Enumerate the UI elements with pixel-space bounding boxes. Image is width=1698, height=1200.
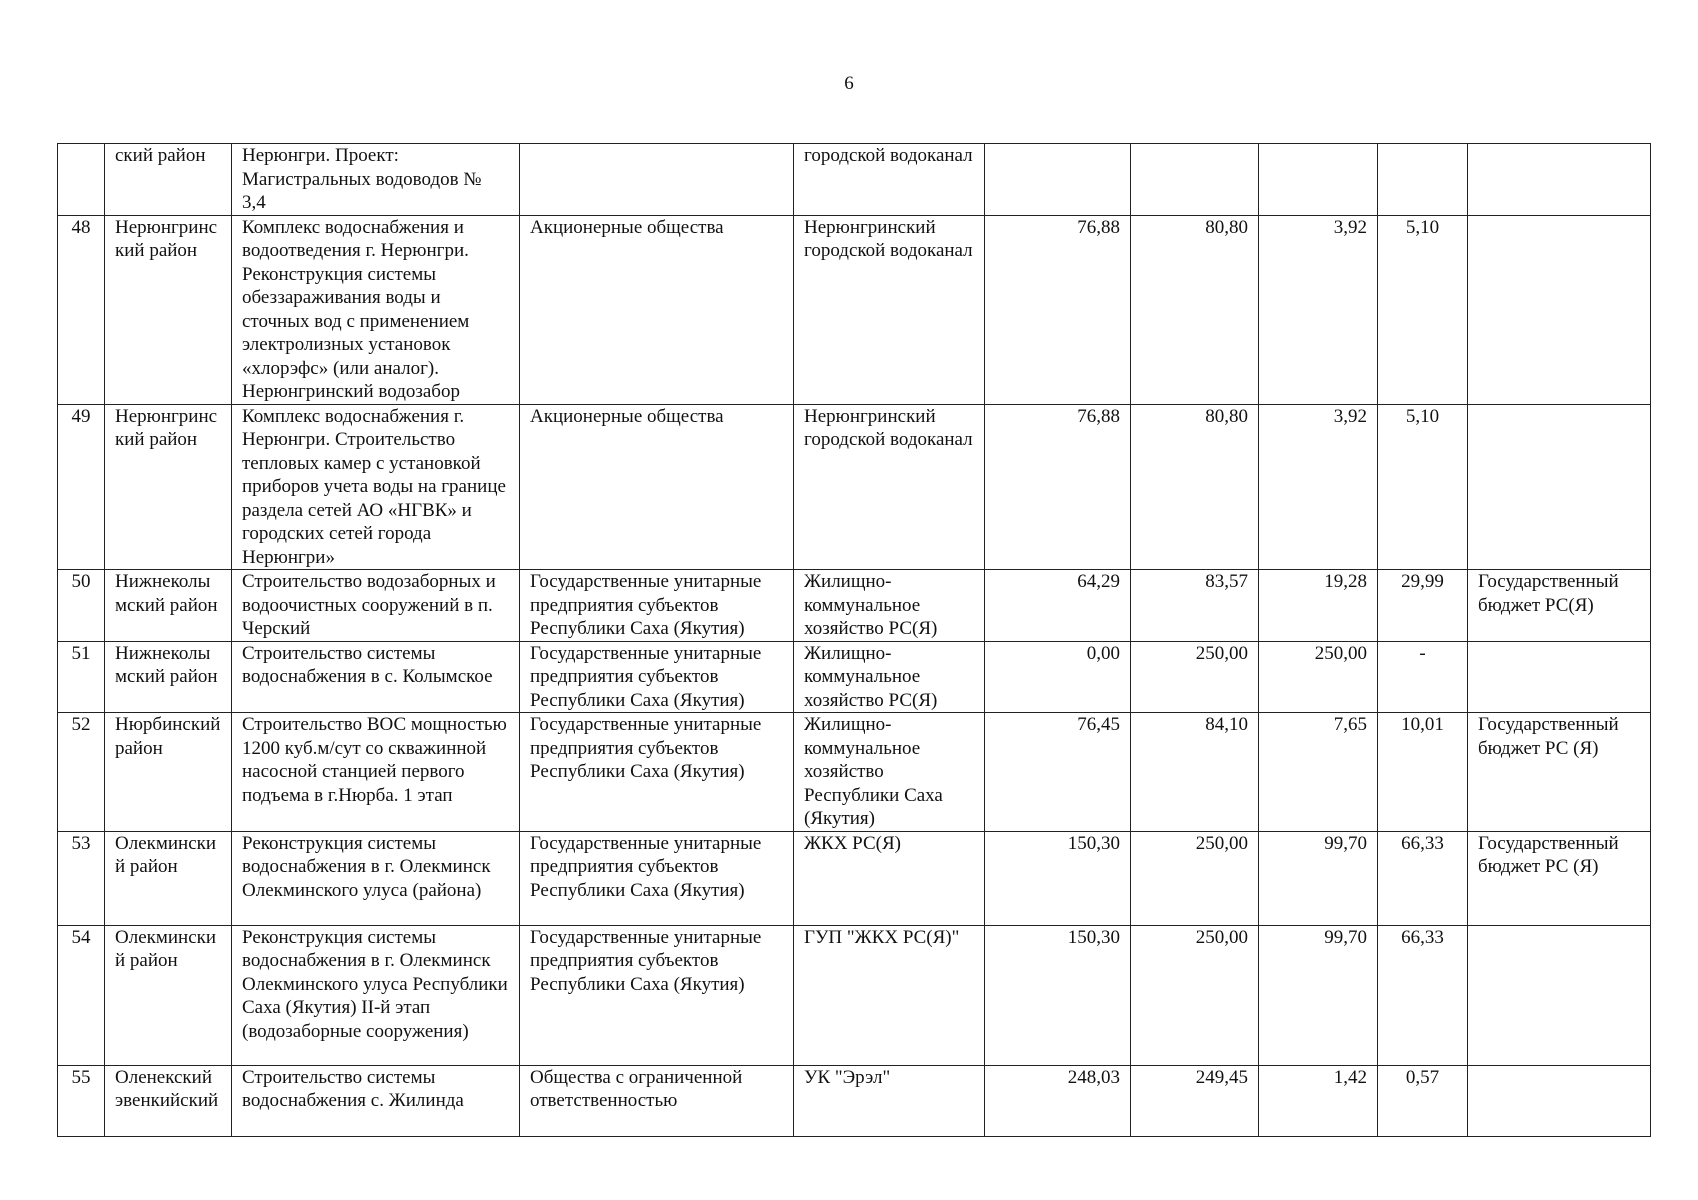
operator-cell: Жилищно-коммунальное хозяйство РС(Я) (794, 641, 985, 713)
value-2-cell: 249,45 (1131, 1065, 1259, 1136)
value-3-cell: 7,65 (1259, 713, 1378, 832)
value-4-cell: 66,33 (1378, 925, 1468, 1065)
org-form-cell: Акционерные общества (520, 404, 794, 570)
value-1-cell: 76,88 (985, 404, 1131, 570)
row-number: 49 (58, 404, 105, 570)
funding-source-cell (1468, 925, 1651, 1065)
district-cell: Нерюнгринский район (105, 215, 232, 404)
district-cell: Олекминский район (105, 831, 232, 925)
district-cell: Олекминский район (105, 925, 232, 1065)
value-4-cell: 0,57 (1378, 1065, 1468, 1136)
value-3-cell: 3,92 (1259, 404, 1378, 570)
org-form-cell: Государственные унитарные предприятия субъектов Республики Саха (Якутия) (520, 713, 794, 832)
table-row (58, 144, 1651, 216)
value-4-cell: 66,33 (1378, 831, 1468, 925)
district-cell: ский район (105, 144, 232, 216)
org-form-cell: Общества с ограниченной ответственностью (520, 1065, 794, 1136)
value-2-cell: 250,00 (1131, 925, 1259, 1065)
row-number (58, 144, 105, 216)
value-3-cell (1259, 144, 1378, 216)
row-number: 52 (58, 713, 105, 832)
value-2-cell: 80,80 (1131, 215, 1259, 404)
funding-source-cell: Государственный бюджет РС (Я) (1468, 831, 1651, 925)
value-3-cell: 1,42 (1259, 1065, 1378, 1136)
operator-cell: ЖКХ РС(Я) (794, 831, 985, 925)
row-number: 48 (58, 215, 105, 404)
row-number: 51 (58, 641, 105, 713)
value-1-cell: 150,30 (985, 925, 1131, 1065)
value-4-cell: 10,01 (1378, 713, 1468, 832)
value-1-cell: 64,29 (985, 570, 1131, 642)
table-row (58, 215, 1651, 404)
operator-cell: ГУП "ЖКХ РС(Я)" (794, 925, 985, 1065)
operator-cell: Нерюнгринский городской водоканал (794, 215, 985, 404)
value-4-cell: 29,99 (1378, 570, 1468, 642)
table-row (58, 404, 1651, 570)
funding-source-cell (1468, 404, 1651, 570)
row-number: 54 (58, 925, 105, 1065)
investment-table (57, 143, 1651, 1137)
project-cell: Строительство водозаборных и водоочистных сооружений в п. Черский (232, 570, 520, 642)
value-1-cell: 248,03 (985, 1065, 1131, 1136)
funding-source-cell: Государственный бюджет РС (Я) (1468, 713, 1651, 832)
funding-source-cell (1468, 215, 1651, 404)
funding-source-cell (1468, 144, 1651, 216)
project-cell: Комплекс водоснабжения и водоотведения г. Нерюнгри. Реконструкция системы обеззараживания воды и сточных вод с применением электролизных установок «хлорэфс» (или аналог). Нерюнгринский водозабор (232, 215, 520, 404)
table-body (58, 144, 1651, 1137)
district-cell: Нижнеколымский район (105, 641, 232, 713)
project-cell: Строительство ВОС мощностью 1200 куб.м/сут со скважинной насосной станцией первого подъема в г.Нюрба. 1 этап (232, 713, 520, 832)
value-2-cell: 250,00 (1131, 831, 1259, 925)
org-form-cell: Государственные унитарные предприятия субъектов Республики Саха (Якутия) (520, 831, 794, 925)
project-cell: Нерюнгри. Проект: Магистральных водоводов № 3,4 (232, 144, 520, 216)
table-row (58, 570, 1651, 642)
table-row (58, 1065, 1651, 1136)
row-number: 53 (58, 831, 105, 925)
operator-cell: Жилищно-коммунальное хозяйство Республики Саха (Якутия) (794, 713, 985, 832)
page-number: 6 (844, 73, 854, 94)
district-cell: Оленекский эвенкийский (105, 1065, 232, 1136)
value-2-cell: 80,80 (1131, 404, 1259, 570)
value-3-cell: 99,70 (1259, 831, 1378, 925)
value-2-cell: 83,57 (1131, 570, 1259, 642)
funding-source-cell: Государственный бюджет РС(Я) (1468, 570, 1651, 642)
operator-cell: Жилищно-коммунальное хозяйство РС(Я) (794, 570, 985, 642)
project-cell: Строительство системы водоснабжения в с. Колымское (232, 641, 520, 713)
table-row (58, 713, 1651, 832)
value-3-cell: 99,70 (1259, 925, 1378, 1065)
value-2-cell: 84,10 (1131, 713, 1259, 832)
operator-cell: городской водоканал (794, 144, 985, 216)
value-3-cell: 19,28 (1259, 570, 1378, 642)
project-cell: Комплекс водоснабжения г. Нерюнгри. Строительство тепловых камер с установкой приборов учета воды на границе раздела сетей АО «НГВК» и городских сетей города Нерюнгри» (232, 404, 520, 570)
funding-source-cell (1468, 641, 1651, 713)
value-1-cell: 76,45 (985, 713, 1131, 832)
org-form-cell: Государственные унитарные предприятия субъектов Республики Саха (Якутия) (520, 570, 794, 642)
project-cell: Реконструкция системы водоснабжения в г. Олекминск Олекминского улуса Республики Саха (Якутия) II-й этап (водозаборные сооружения) (232, 925, 520, 1065)
table-row (58, 641, 1651, 713)
org-form-cell: Акционерные общества (520, 215, 794, 404)
value-1-cell: 0,00 (985, 641, 1131, 713)
row-number: 55 (58, 1065, 105, 1136)
org-form-cell (520, 144, 794, 216)
row-number: 50 (58, 570, 105, 642)
funding-source-cell (1468, 1065, 1651, 1136)
operator-cell: УК "Эрэл" (794, 1065, 985, 1136)
value-4-cell: 5,10 (1378, 404, 1468, 570)
org-form-cell: Государственные унитарные предприятия субъектов Республики Саха (Якутия) (520, 641, 794, 713)
district-cell: Нерюнгринский район (105, 404, 232, 570)
district-cell: Нюрбинский район (105, 713, 232, 832)
org-form-cell: Государственные унитарные предприятия субъектов Республики Саха (Якутия) (520, 925, 794, 1065)
value-3-cell: 3,92 (1259, 215, 1378, 404)
project-cell: Реконструкция системы водоснабжения в г. Олекминск Олекминского улуса (района) (232, 831, 520, 925)
value-2-cell (1131, 144, 1259, 216)
table-row (58, 831, 1651, 925)
table-row (58, 925, 1651, 1065)
value-4-cell (1378, 144, 1468, 216)
district-cell: Нижнеколымский район (105, 570, 232, 642)
value-4-cell: - (1378, 641, 1468, 713)
project-cell: Строительство системы водоснабжения с. Жилинда (232, 1065, 520, 1136)
value-1-cell: 76,88 (985, 215, 1131, 404)
operator-cell: Нерюнгринский городской водоканал (794, 404, 985, 570)
value-1-cell (985, 144, 1131, 216)
value-3-cell: 250,00 (1259, 641, 1378, 713)
value-1-cell: 150,30 (985, 831, 1131, 925)
value-2-cell: 250,00 (1131, 641, 1259, 713)
value-4-cell: 5,10 (1378, 215, 1468, 404)
